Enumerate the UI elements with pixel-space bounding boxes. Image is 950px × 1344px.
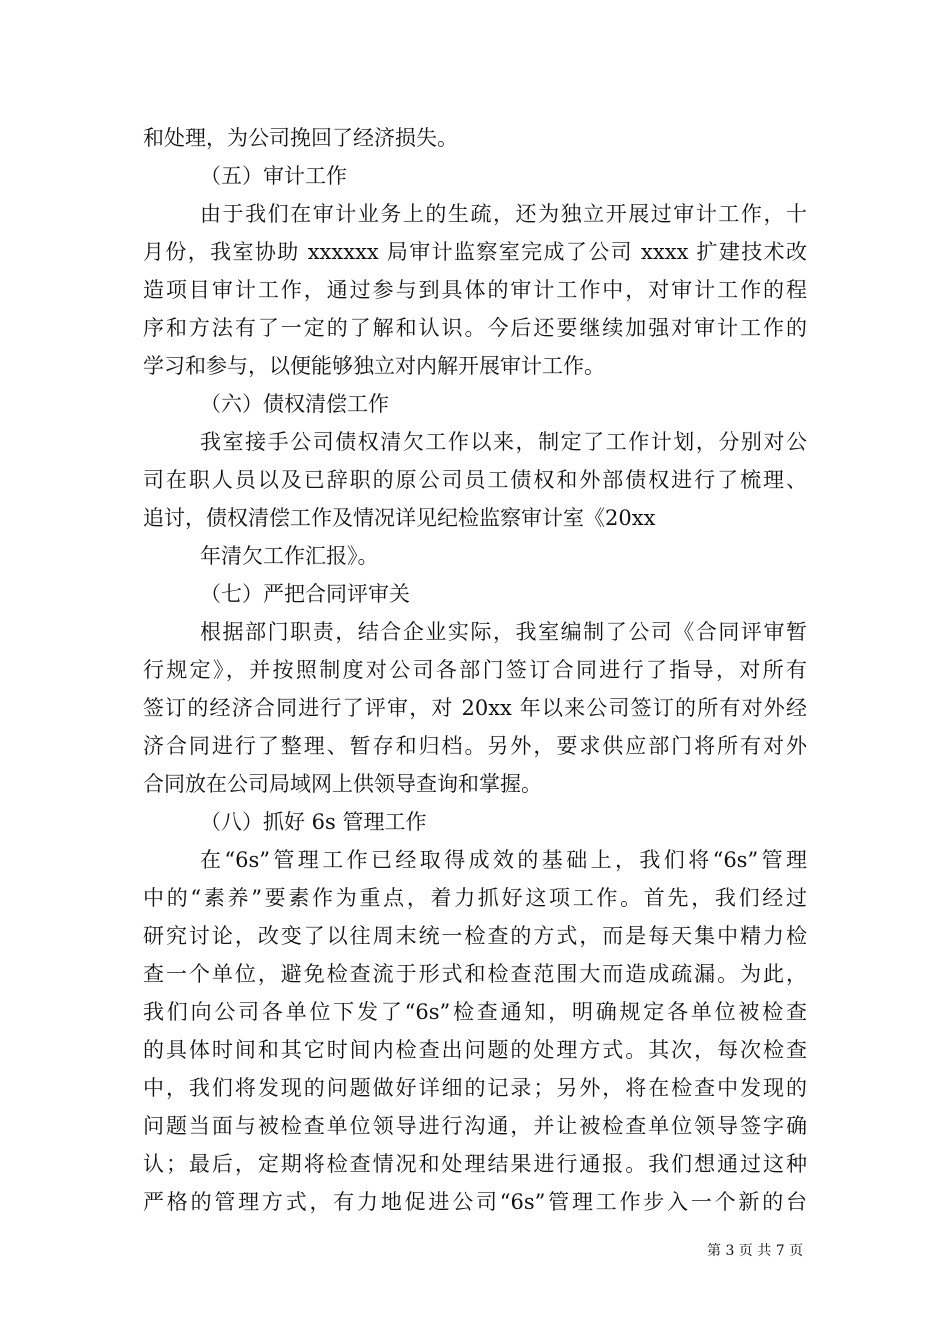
text-line: 中的“素养”要素作为重点，着力抓好这项工作。首先，我们经过 xyxy=(143,886,807,910)
text-line: 序和方法有了一定的了解和认识。今后还要继续加强对审计工作的 xyxy=(143,316,807,340)
text-line: 认；最后，定期将检查情况和处理结果进行通报。我们想通过这种 xyxy=(143,1152,807,1176)
text-line: 行规定》，并按照制度对公司各部门签订合同进行了指导，对所有 xyxy=(143,658,807,682)
section-heading: （七）严把合同评审关 xyxy=(200,582,410,606)
section-heading: （六）债权清偿工作 xyxy=(200,392,389,416)
text-line: 签订的经济合同进行了评审，对 20xx 年以来公司签订的所有对外经 xyxy=(143,696,807,720)
text-line: 司在职人员以及已辞职的原公司员工债权和外部债权进行了梳理、 xyxy=(143,468,807,492)
text-line: 根据部门职责，结合企业实际，我室编制了公司《合同评审暂 xyxy=(200,620,807,644)
page-number: 第 3 页 共 7 页 xyxy=(707,1243,804,1259)
text-line: 的具体时间和其它时间内检查出问题的处理方式。其次，每次检查 xyxy=(143,1038,807,1062)
section-heading: （五）审计工作 xyxy=(200,164,347,188)
text-line: 造项目审计工作，通过参与到具体的审计工作中，对审计工作的程 xyxy=(143,278,807,302)
text-line: 学习和参与，以便能够独立对内解开展审计工作。 xyxy=(143,354,605,378)
text-line: 研究讨论，改变了以往周末统一检查的方式，而是每天集中精力检 xyxy=(143,924,807,948)
text-line: 严格的管理方式，有力地促进公司“6s”管理工作步入一个新的台 xyxy=(143,1190,807,1214)
text-line: 在“6s”管理工作已经取得成效的基础上，我们将“6s”管理 xyxy=(200,848,807,872)
text-line: 年清欠工作汇报》。 xyxy=(200,544,379,568)
text-line: 合同放在公司局域网上供领导查询和掌握。 xyxy=(143,772,542,796)
text-line: 由于我们在审计业务上的生疏，还为独立开展过审计工作，十 xyxy=(200,202,807,226)
text-line: 我们向公司各单位下发了“6s”检查通知，明确规定各单位被检查 xyxy=(143,1000,807,1024)
text-line: 月份，我室协助 xxxxxx 局审计监察室完成了公司 xxxx 扩建技术改 xyxy=(143,240,807,264)
text-line: 查一个单位，避免检查流于形式和检查范围大而造成疏漏。为此， xyxy=(143,962,807,986)
text-line: 我室接手公司债权清欠工作以来，制定了工作计划，分别对公 xyxy=(200,430,807,454)
text-line: 问题当面与被检查单位领导进行沟通，并让被检查单位领导签字确 xyxy=(143,1114,807,1138)
text-line: 济合同进行了整理、暂存和归档。另外，要求供应部门将所有对外 xyxy=(143,734,807,758)
text-line: 中，我们将发现的问题做好详细的记录；另外，将在检查中发现的 xyxy=(143,1076,807,1100)
text-line: 和处理，为公司挽回了经济损失。 xyxy=(143,126,458,150)
section-heading: （八）抓好 6s 管理工作 xyxy=(200,810,427,834)
text-line: 追讨，债权清偿工作及情况详见纪检监察审计室《20xx xyxy=(143,506,656,530)
